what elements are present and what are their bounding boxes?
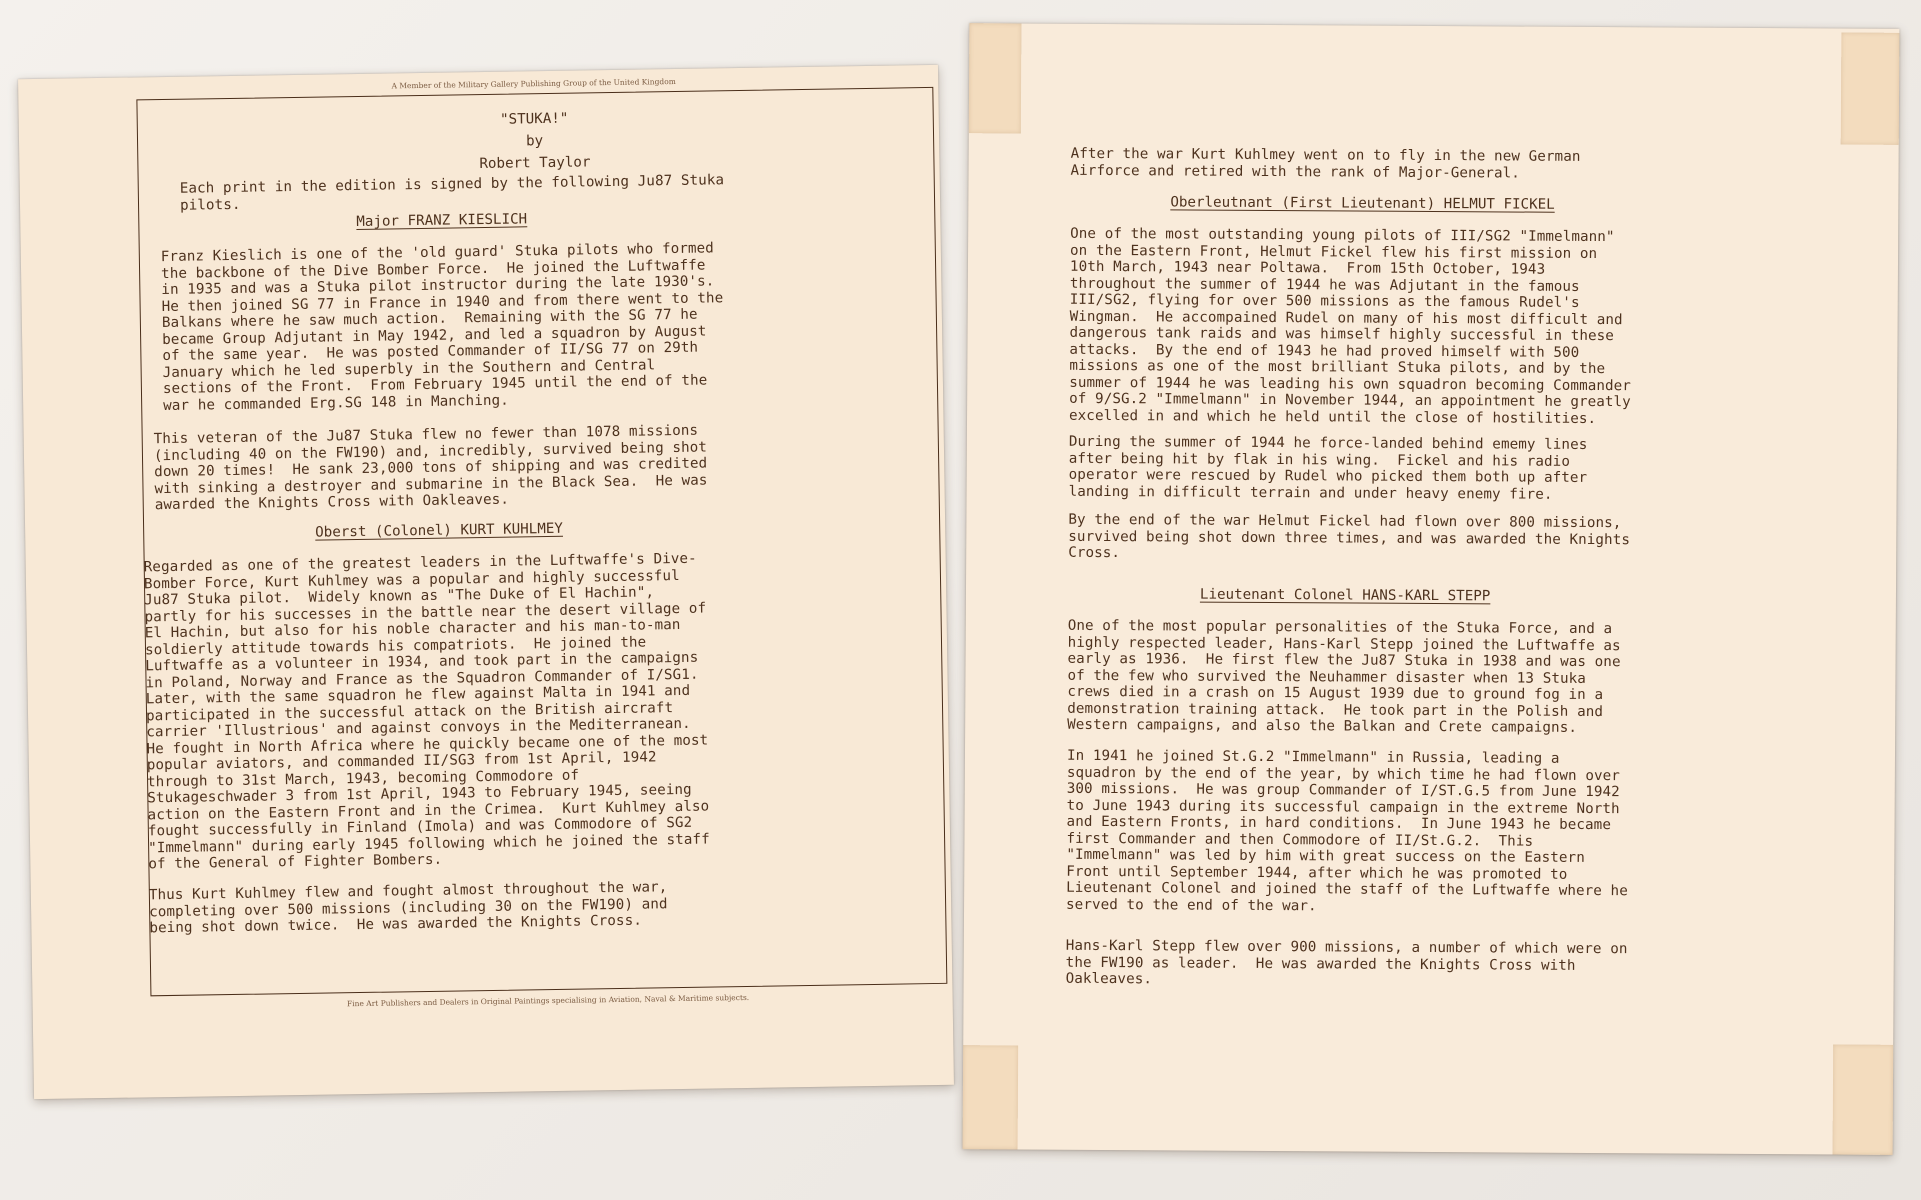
right-document-sheet bbox=[963, 23, 1900, 1155]
tape-bottom-right bbox=[1833, 1044, 1894, 1154]
left-document-sheet bbox=[18, 65, 954, 1099]
document-title: "STUKA!" bbox=[499, 110, 569, 128]
stepp-paragraph-3: Hans-Karl Stepp flew over 900 missions, a number of which were on the FW190 as leader. He was awarded the Knights Cross with Oakleaves. bbox=[1065, 937, 1628, 988]
footer-small-print: Fine Art Publishers and Dealers in Original Paintings specialising in Aviation, Naval & Maritime subjects. bbox=[346, 992, 750, 1009]
author-name: Robert Taylor bbox=[479, 154, 591, 173]
section-heading-kieslich: Major FRANZ KIESLICH bbox=[356, 211, 528, 230]
kuhlmey-paragraph-2: Thus Kurt Kuhlmey flew and fought almost throughout the war, completing over 500 missions (including 30 on the FW190) and being shot down twice. He was awarded the Knights Cross. bbox=[148, 879, 668, 937]
kieslich-paragraph-2: This veteran of the Ju87 Stuka flew no fewer than 1078 missions (including 40 on the FW190) and, incredibly, survived being shot down 20 times! He sank 23,000 tons of shipping and was credited with sinking a destroyer and submarine in the Black Sea. He was awarded the Knights Cross with Oakleaves. bbox=[153, 422, 708, 514]
kieslich-paragraph-1: Franz Kieslich is one of the 'old guard' Stuka pilots who formed the backbone of the Dive Bomber Force. He joined the Luftwaffe in 1935 and was a Stuka pilot instructor during the late 1930's. He then joined SG 77 in France in 1940 and from there went to the Balkans where he saw much action. Remaining with the SG 77 he became Group Adjutant in May 1942, and led a squadron by August of the same year. He was posted Commander of II/SG 77 on 29th January which he led superbly in the Southern and Central sections of the Front. From February 1945 until the end of the war he commanded Erg.SG 148 in Manching. bbox=[160, 240, 724, 414]
fickel-paragraph-3: By the end of the war Helmut Fickel had flown over 800 missions, survived being shot down three times, and was awarded the Knights Cross. bbox=[1068, 511, 1631, 562]
header-small-print: A Member of the Military Gallery Publishing Group of the United Kingdom bbox=[391, 76, 676, 91]
kuhlmey-paragraph-1: Regarded as one of the greatest leaders in the Luftwaffe's Dive- Bomber Force, Kurt Kuhlmey was a popular and highly successful Ju87 Stuka pilot. Widely known as "The Duke of El Hachin", partly for his successes in the battle near the desert village of El Hachin, but also for his noble character and his man-to-man soldierly attitude towards his compatriots. He joined the Luftwaffe as a volunteer in 1934, and took part in the campaigns in Poland, Norway and France as the Squadron Commander of I/SG1. Later, with the same squadron he flew against Malta in 1941 and participated in the successful attack on the British aircraft carrier 'Illustrious' and against convoys in the Mediterranean. He fought in North Africa where he quickly became one of the most popular aviators, and commanded II/SG3 from 1st April, 1942 through to 31st March, 1943, becoming Commodore of Stukageschwader 3 from 1st April, 1943 to February 1945, seeing action on the Eastern Front and in the Crimea. Kurt Kuhlmey also fought successfully in Finland (Imola) and was Commodore of SG2 "Immelmann" during early 1945 following which he joined the staff of the General of Fighter Bombers. bbox=[143, 550, 710, 873]
fickel-paragraph-1: One of the most outstanding young pilots of III/SG2 "Immelmann" on the Eastern Front, Helmut Fickel flew his first mission on 10th March, 1943 near Poltawa. From 15th October, 1943 throughout the summer of 1944 he was Adjutant in the famous III/SG2, flying for over 500 missions as the famous Rudel's Wingman. He accompained Rudel on many of his most difficult and dangerous tank raids and was himself highly successful in these attacks. By the end of 1943 he had proved himself with 500 missions as one of the most brilliant Stuka pilots, and by the summer of 1944 he was leading his own squadron becoming Commander of 9/SG.2 "Immelmann" in November 1944, an appointment he greatly excelled in and which he held until the close of hostilities. bbox=[1069, 225, 1631, 427]
fickel-paragraph-2: During the summer of 1944 he force-landed behind ememy lines after being hit by flak in his wing. Fickel and his radio operator were rescued by Rudel who picked them both up after landing in difficult terrain and under heavy enemy fire. bbox=[1068, 433, 1588, 503]
kuhlmey-paragraph-3: After the war Kurt Kuhlmey went on to fly in the new German Airforce and retired with the rank of Major-General. bbox=[1070, 145, 1581, 182]
by-line: by bbox=[525, 133, 544, 150]
stepp-paragraph-1: One of the most popular personalities of the Stuka Force, and a highly respected leader, Hans-Karl Stepp joined the Luftwaffe as early as 1936. He first flew the Ju87 Stuka in 1938 and was one of the few who survived the Neuhammer disaster when 13 Stuka crews died in a crash on 15 August 1939 due to ground fog in a demonstration training attack. He took part in the Polish and Western campaigns, and also the Balkan and Crete campaigns. bbox=[1067, 617, 1621, 736]
tape-top-right bbox=[1841, 32, 1900, 144]
stepp-paragraph-2: In 1941 he joined St.G.2 "Immelmann" in Russia, leading a squadron by the end of the year, by which time he had flown over 300 missions. He was group Commander of I/ST.G.5 from June 1942 to June 1943 during its successful campaign in the extreme North and Eastern Fronts, in hard conditions. In June 1943 he became first Commander and then Commodore of II/St.G.2. This "Immelmann" was led by him with great success on the Eastern Front until September 1944, after which he was promoted to Lieutenant Colonel and joined the staff of the Luftwaffe where he served to the end of the war. bbox=[1066, 747, 1628, 914]
section-heading-kuhlmey: Oberst (Colonel) KURT KUHLMEY bbox=[315, 520, 564, 541]
section-heading-fickel: Oberleutnant (First Lieutenant) HELMUT FICKEL bbox=[1170, 194, 1555, 213]
tape-top-left bbox=[969, 23, 1022, 133]
tape-bottom-left bbox=[963, 1045, 1019, 1149]
intro-paragraph: Each print in the edition is signed by the following Ju87 Stuka pilots. bbox=[179, 172, 725, 214]
section-heading-stepp: Lieutenant Colonel HANS-KARL STEPP bbox=[1199, 586, 1491, 605]
